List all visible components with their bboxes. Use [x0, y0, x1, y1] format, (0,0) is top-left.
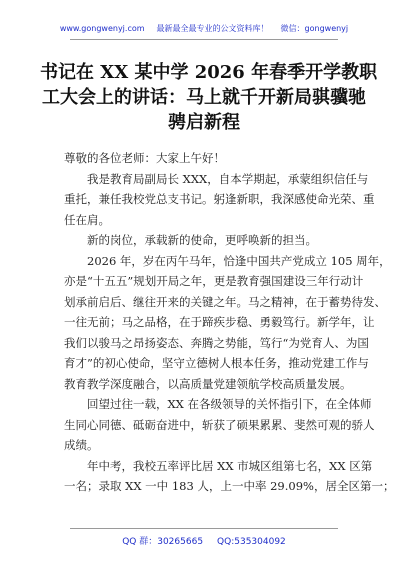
body-line: 任在肩。: [64, 212, 110, 227]
header-website-link[interactable]: www.gongwenyj.com: [59, 24, 145, 33]
body-line: 亦是“十五五”规划开局之年，更是教育强国建设三年行动计: [64, 274, 364, 288]
header-divider: [70, 39, 338, 40]
body-line: 重托，兼任我校党总支书记。躬逢新职，我深感使命光荣、重: [64, 192, 375, 206]
footer-divider: [70, 528, 338, 529]
body-line: 新的岗位，承载新的使命，更呼唤新的担当。: [64, 233, 317, 247]
body-line: 育才”的初心使命，坚守立德树人根本任务，推动党建工作与: [64, 356, 369, 370]
body-line: 我是教育局副局长 XXX，自本学期起，承蒙组织信任与: [64, 171, 369, 186]
body-line: 年中考，我校五率评比居 XX 市城区组第七名，XX 区第: [64, 458, 373, 473]
title-line-1: 书记在 XX 某中学 2026 年春季开学教职: [40, 62, 378, 83]
body-line: 生同心同德、砥砺奋进中，斩获了硕果累累、斐然可观的骄人: [64, 417, 375, 432]
body-line: 一名；录取 XX 一中 183 人，上一中率 29.09%，居全区第一；: [64, 479, 395, 493]
footer-bar: [0, 534, 408, 547]
header-wechat: 微信：gongwenyj: [280, 24, 349, 33]
body-line: 回望过往一载，XX 在各级领导的关怀指引下，在全体师: [64, 397, 372, 411]
footer-qq: QQ:535304092: [217, 537, 286, 547]
header-slogan: 最新最全最专业的公文资料库！: [156, 24, 269, 33]
body-line: 我们以骏马之昂扬姿态、奔腾之势能，笃行“为党育人、为国: [64, 335, 369, 350]
body-line: 划承前启后、继往开来的关键之年。马之精神，在于蓄势待发、: [64, 294, 386, 309]
body-line: 尊敬的各位老师：大家上午好！: [64, 151, 225, 165]
body-line: 2026 年，岁在丙午马年，恰逢中国共产党成立 105 周年，: [64, 253, 391, 268]
document-body: [64, 148, 395, 497]
header-bar: [0, 23, 408, 34]
footer-qq-group: QQ 群：30265665: [122, 537, 204, 547]
title-line-2: 工大会上的讲话：马上就千开新局骐骥驰: [42, 87, 366, 108]
body-line: 教育教学深度融合，以高质量党建领航学校高质量发展。: [64, 376, 352, 391]
body-line: 成绩。: [64, 438, 99, 452]
body-line: 一往无前；马之品格，在于蹄疾步稳、勇毅笃行。新学年，让: [64, 315, 375, 329]
document-title: [40, 60, 378, 135]
title-line-3: 骋启新程: [168, 112, 240, 133]
